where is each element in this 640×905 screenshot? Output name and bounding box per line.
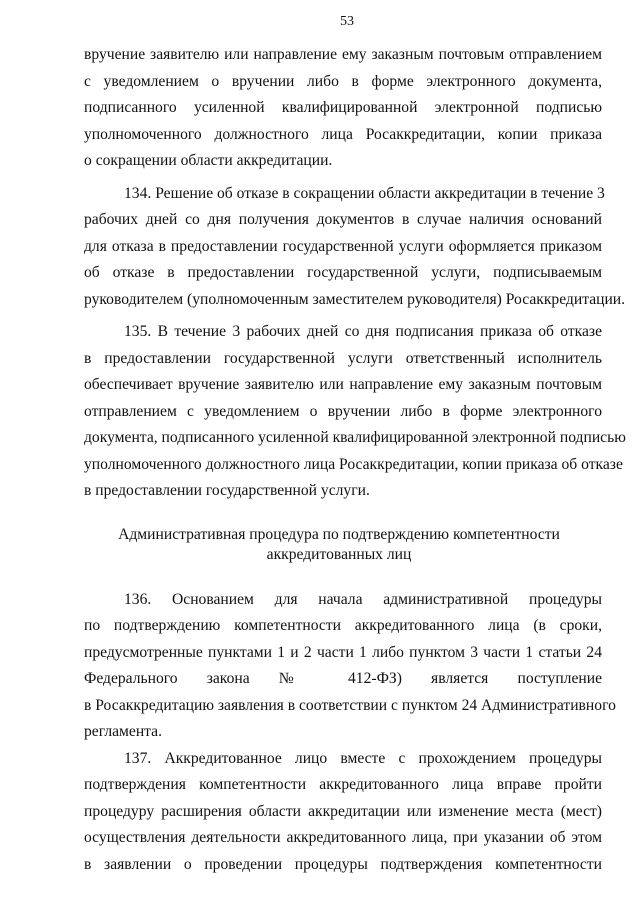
text-line: в предоставлении государственной услуги. [84, 482, 370, 499]
text-line: подтверждения компетентности аккредитованного лица вправе пройти [84, 776, 602, 793]
text-line: Федерального закона № 412-ФЗ) является поступление [84, 670, 602, 687]
text-line: предусмотренные пунктами 1 и 2 части 1 либо пунктом 3 части 1 статьи 24 [84, 643, 602, 661]
text-line: в предоставлении государственной услуги ответственный исполнитель [84, 349, 602, 367]
page-number: 53 [340, 14, 354, 29]
heading-line: аккредитованных лиц [266, 545, 412, 563]
text-line: уполномоченного должностного лица Росаккредитации, копии приказа об отказе [84, 455, 623, 473]
text-line: 136. Основанием для начала административной процедуры [124, 590, 602, 608]
text-line: уполномоченного должностного лица Росаккредитации, копии приказа [84, 125, 602, 143]
paragraph-136 [84, 587, 616, 746]
text-line: по подтверждению компетентности аккредитованного лица (в сроки, [84, 617, 602, 634]
text-line: 135. В течение 3 рабочих дней со дня подписания приказа об отказе [124, 323, 602, 340]
paragraph-continuation [84, 42, 602, 175]
text-line: об отказе в предоставлении государственной услуги, подписываемым [84, 264, 602, 281]
text-line: для отказа в предоставлении государственной услуги оформляется приказом [84, 237, 602, 255]
paragraph-134 [84, 181, 626, 314]
paragraph-135 [84, 319, 626, 505]
text-line: о сокращении области аккредитации. [84, 152, 333, 169]
text-line: с уведомлением о вручении либо в форме электронного документа, [84, 72, 602, 90]
heading-line: Административная процедура по подтверждению компетентности [118, 525, 560, 543]
text-line: руководителем (уполномоченным заместителем руководителя) Росаккредитации. [84, 290, 626, 308]
text-line: 134. Решение об отказе в сокращении области аккредитации в течение 3 [124, 184, 605, 202]
text-line: документа, подписанного усиленной квалифицированной электронной подписью [84, 429, 626, 446]
text-line: 137. Аккредитованное лицо вместе с прохождением процедуры [124, 749, 602, 767]
text-line: регламента. [84, 723, 162, 740]
text-line: обеспечивает вручение заявителю или направление ему заказным почтовым [84, 376, 602, 393]
text-line: в Росаккредитацию заявления в соответствии с пунктом 24 Административного [84, 696, 616, 714]
text-line: процедуру расширения области аккредитации или изменение места (мест) [84, 802, 602, 820]
text-line: осуществления деятельности аккредитованного лица, при указании об этом [84, 829, 602, 846]
text-line: рабочих дней со дня получения документов в случае наличия оснований [84, 211, 602, 228]
text-line: отправлением с уведомлением о вручении либо в форме электронного [84, 402, 602, 420]
section-heading [84, 525, 602, 565]
text-line: в заявлении о проведении процедуры подтверждения компетентности [84, 855, 602, 873]
text-line: подписанного усиленной квалифицированной электронной подписью [84, 99, 602, 116]
paragraph-137 [84, 746, 602, 879]
text-line: вручение заявителю или направление ему заказным почтовым отправлением [84, 46, 602, 63]
